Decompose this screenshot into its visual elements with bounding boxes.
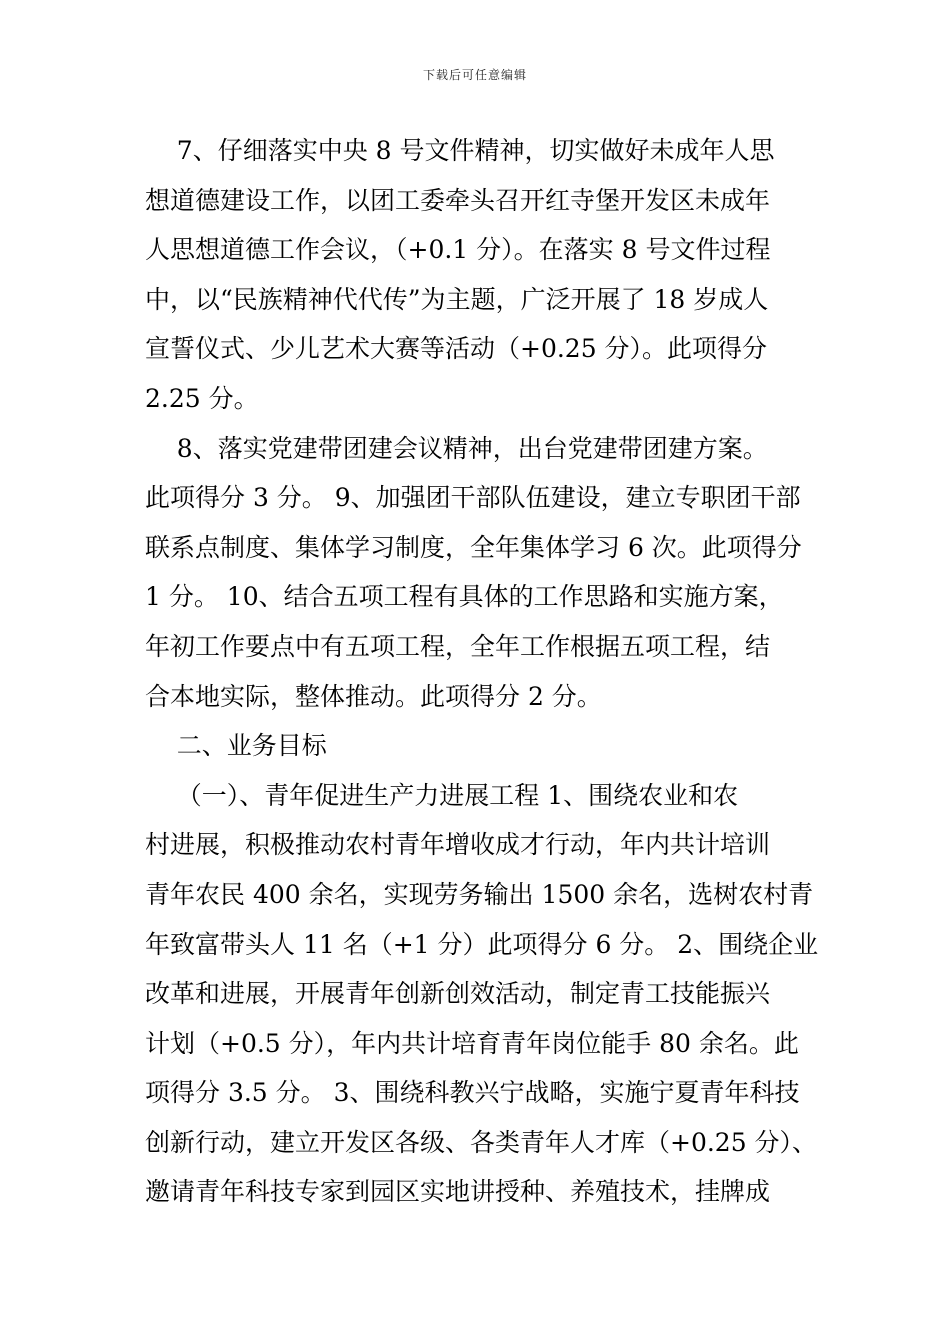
text-line: 1 分。 10、结合五项工程有具体的工作思路和实施方案， — [145, 582, 784, 612]
text-line: 宣誓仪式、少儿艺术大赛等活动（+0.25 分）。此项得分 — [145, 334, 768, 364]
text-line: 联系点制度、集体学习制度，全年集体学习 6 次。此项得分 — [145, 532, 802, 562]
text-line: 年初工作要点中有五项工程，全年工作根据五项工程，结 — [145, 631, 771, 661]
text-line: 此项得分 3 分。 9、加强团干部队伍建设，建立专职团干部 — [145, 483, 801, 513]
text-line: 改革和进展，开展青年创新创效活动，制定青工技能振兴 — [145, 979, 771, 1009]
text-line: 创新行动，建立开发区各级、各类青年人才库（+0.25 分）、 — [145, 1127, 818, 1157]
text-line: 8、落实党建带团建会议精神，出台党建带团建方案。 — [145, 433, 768, 463]
text-line: 7、仔细落实中央 8 号文件精神，切实做好未成年人思 — [145, 136, 775, 165]
text-line: 想道德建设工作，以团工委牵头召开红寺堡开发区未成年 — [145, 185, 771, 215]
text-line: 青年农民 400 余名，实现劳务输出 1500 余名，选树农村青 — [145, 879, 814, 909]
header-note: 下载后可任意编辑 — [422, 68, 527, 82]
text-line: 项得分 3.5 分。 3、围绕科教兴宁战略，实施宁夏青年科技 — [145, 1078, 800, 1108]
text-line: 邀请青年科技专家到园区实地讲授种、养殖技术，挂牌成 — [145, 1177, 771, 1207]
text-line: 年致富带头人 11 名（+1 分）此项得分 6 分。 2、围绕企业 — [145, 929, 819, 959]
text-line: 合本地实际，整体推动。此项得分 2 分。 — [145, 681, 602, 711]
text-line: 村进展，积极推动农村青年增收成才行动，年内共计培训 — [145, 830, 771, 860]
text-line: （一）、青年促进生产力进展工程 1、围绕农业和农 — [145, 780, 739, 810]
body-text — [145, 126, 825, 1217]
text-line: 中，以“民族精神代代传”为主题，广泛开展了 18 岁成人 — [145, 284, 769, 314]
text-line: 2.25 分。 — [145, 383, 259, 413]
text-line: 计划（+0.5 分），年内共计培育青年岗位能手 80 余名。此 — [145, 1028, 799, 1058]
text-line: 人思想道德工作会议，（+0.1 分）。在落实 8 号文件过程 — [145, 235, 771, 265]
section-heading: 二、业务目标 — [145, 731, 327, 761]
